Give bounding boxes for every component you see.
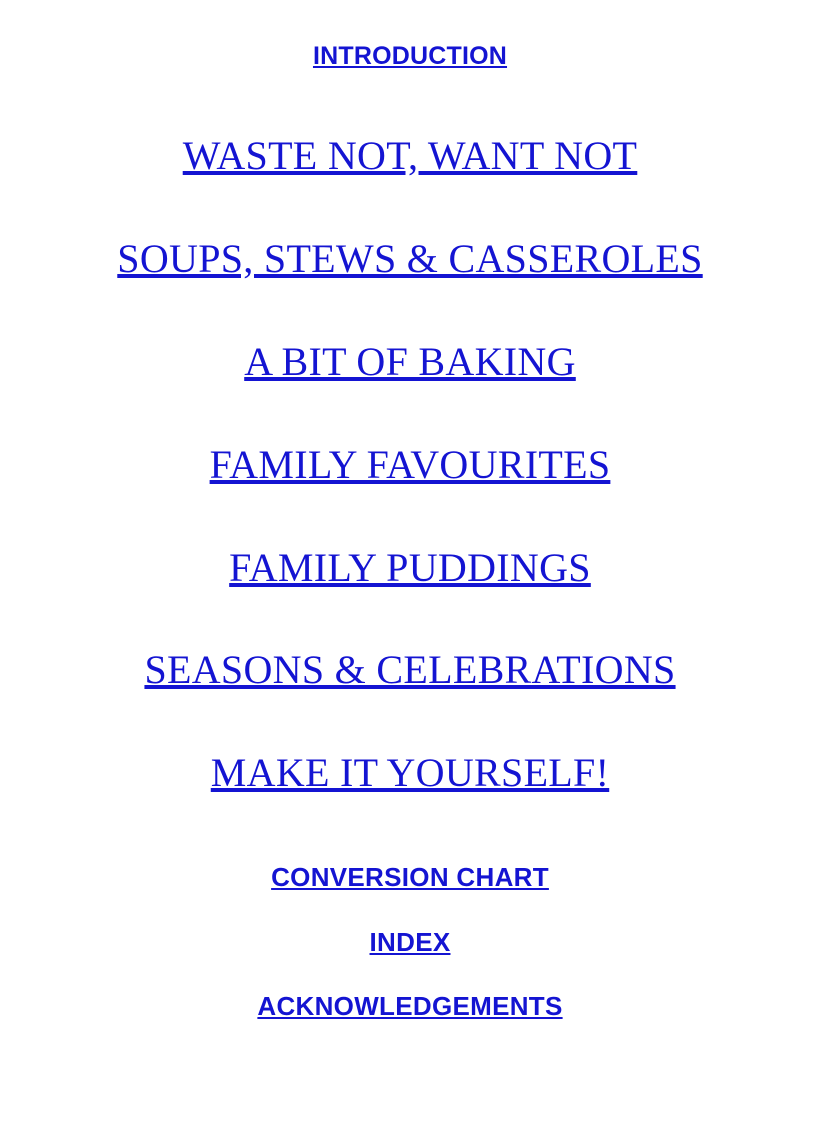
toc-entry-make-it-yourself[interactable] xyxy=(0,749,820,796)
toc-link[interactable]: INTRODUCTION xyxy=(312,42,508,70)
toc-link[interactable]: WASTE NOT, WANT NOT xyxy=(182,133,638,178)
toc-entry-family-favourites[interactable] xyxy=(0,441,820,488)
toc-link[interactable]: INDEX xyxy=(369,927,451,957)
toc-link[interactable]: A BIT OF BAKING xyxy=(244,339,576,384)
toc-link[interactable]: ACKNOWLEDGEMENTS xyxy=(257,991,563,1021)
toc-entry-seasons-celebrations[interactable] xyxy=(0,646,820,693)
toc-entry-family-puddings[interactable] xyxy=(0,544,820,591)
toc-entry-waste-not-want-not[interactable] xyxy=(0,132,820,179)
toc-link[interactable]: MAKE IT YOURSELF! xyxy=(210,750,610,795)
toc-entry-index[interactable] xyxy=(0,927,820,958)
toc-entry-a-bit-of-baking[interactable] xyxy=(0,338,820,385)
toc-entry-introduction[interactable] xyxy=(0,42,820,71)
toc-entry-acknowledgements[interactable] xyxy=(0,991,820,1022)
toc-entry-conversion-chart[interactable] xyxy=(0,862,820,893)
toc-entry-soups-stews-casseroles[interactable] xyxy=(0,235,820,282)
toc-link[interactable]: FAMILY PUDDINGS xyxy=(229,545,591,590)
toc-link[interactable]: SEASONS & CELEBRATIONS xyxy=(144,647,676,692)
toc-link[interactable]: SOUPS, STEWS & CASSEROLES xyxy=(117,236,703,281)
toc-link[interactable]: FAMILY FAVOURITES xyxy=(209,442,611,487)
toc-link[interactable]: CONVERSION CHART xyxy=(271,862,549,892)
